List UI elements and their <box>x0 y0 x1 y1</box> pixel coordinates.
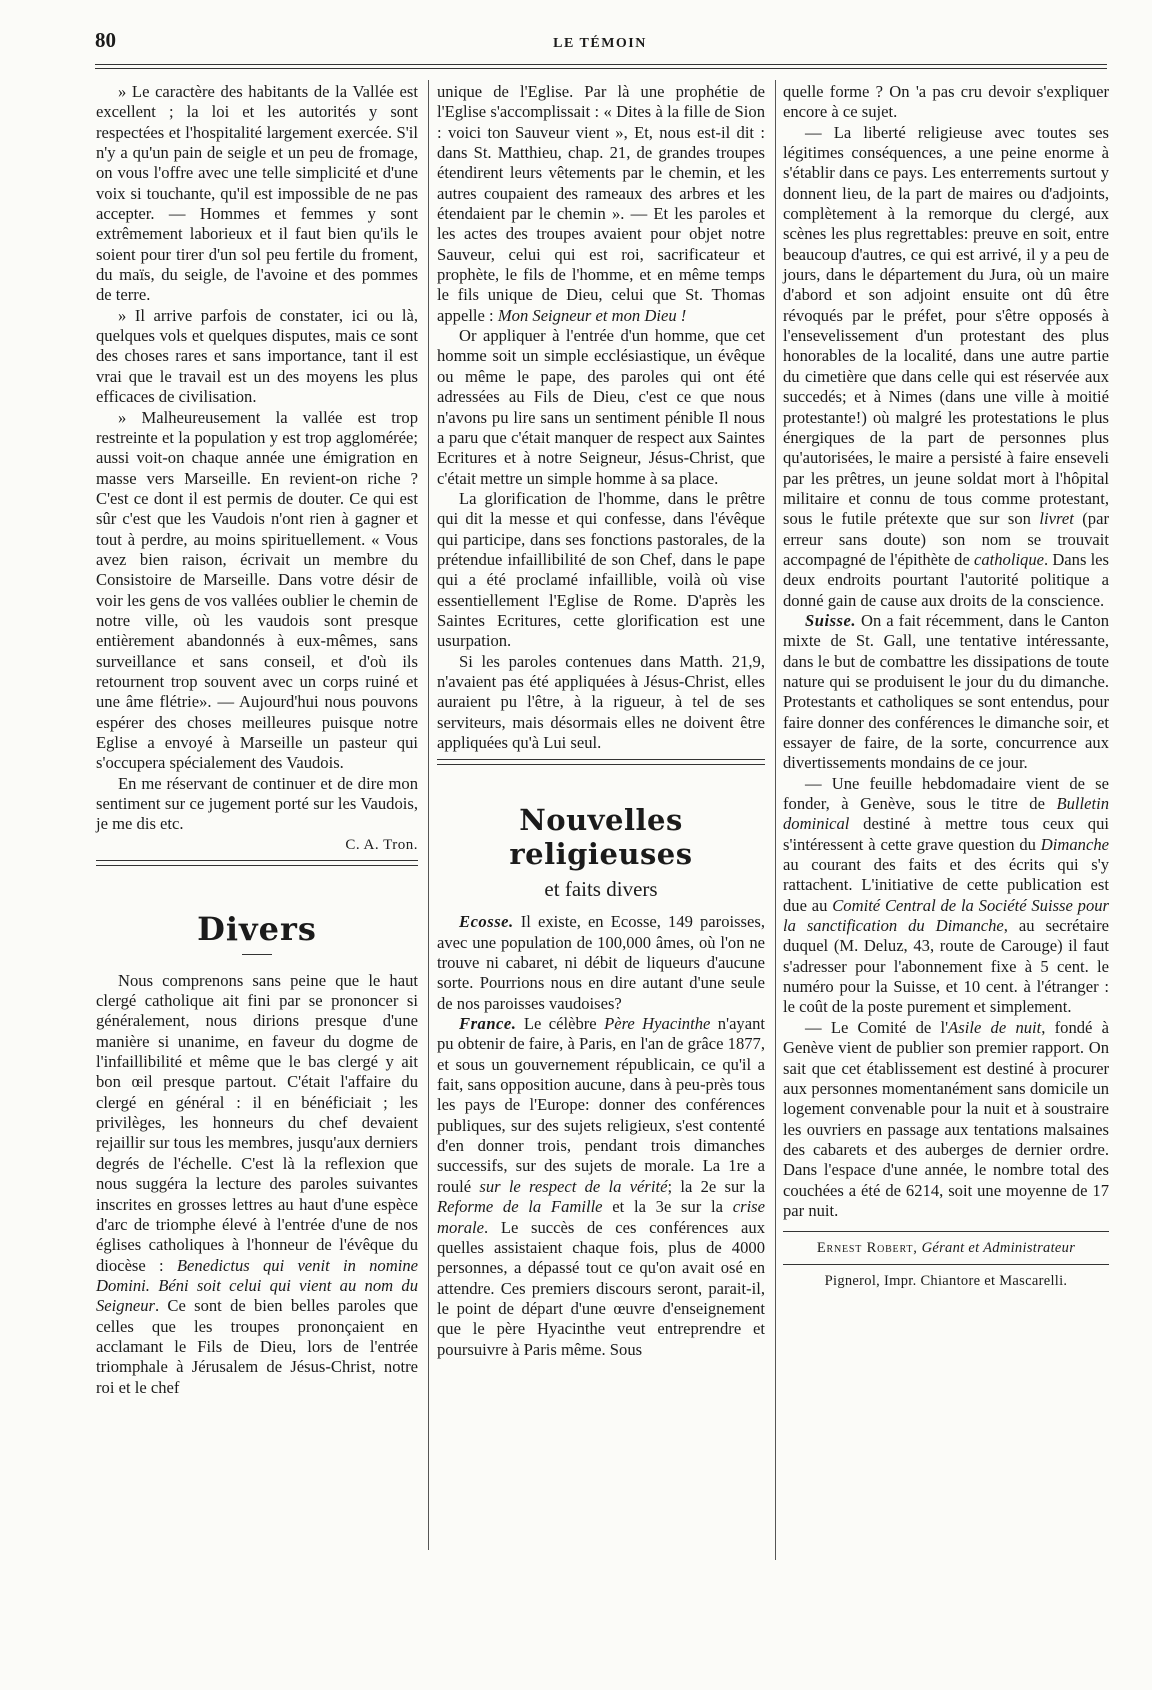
article-paragraph <box>437 82 765 326</box>
text-italic: sur le respect de la vérité <box>479 1176 668 1196</box>
manager-name: Ernest Robert, <box>816 1240 918 1257</box>
text-run: , au secrétaire duquel (M. Deluz, 43, route de Carouge) il faut s'adresser pour l'abonnement fixe à 5 cent. le numéro pour la Suisse, et 10 cent. à l'étranger : le coût de la poste purement et simplement. <box>783 916 1109 1017</box>
imprint-rule <box>783 1264 1109 1265</box>
text-italic: Reforme de la Famille <box>437 1197 603 1217</box>
column-rule <box>775 80 776 1560</box>
news-label: France. <box>459 1014 517 1034</box>
text-run: . Dans les deux endroits pourtant l'autorité politique a donné gain de cause aux droits de la conscience. <box>783 549 1109 610</box>
title-dash <box>242 954 272 955</box>
news-paragraph <box>783 123 1109 611</box>
text-run: , fondé à Genève vient de publier son premier rapport. On sait que cet établissement est destiné à procurer aux personnes momentanément sans domicile un logement convenable pour la nuit et à soustraire les ouvriers en passage aux tentations malsaines des cabarets et des auberges de dernier ordre. Dans l'espace d'une année, le nombre total des couchées a été de 6214, soit une moyenne de 17 par nuit. <box>783 1017 1110 1220</box>
column-rule <box>428 80 429 1550</box>
text-run: . Ce sont de bien belles paroles que celles que les troupes prononçaient en acclamant le Fils de Dieu, lors de l'entrée triomphale à Jérusalem de Jésus-Christ, notre roi et le chef <box>96 1296 418 1397</box>
text-italic: livret <box>1039 509 1074 529</box>
news-label: Ecosse. <box>459 912 514 932</box>
article-paragraph: La glorification de l'homme, dans le prêtre qui dit la messe et qui confesse, dans l'évêque qui participe, dans ses fonctions pastorales, de la prétendue infaillibilité de son Chef, dans le pape qui a été proclamé infaillible, voilà où vise essentiellement l'Eglise de Rome. D'après les Saintes Ecritures, cette glorification est une usurpation. <box>437 488 765 651</box>
column-right <box>783 82 1109 1291</box>
page-header <box>95 28 1105 58</box>
text-italic: Asile de nuit <box>948 1017 1042 1037</box>
text-run: Nous comprenons sans peine que le haut clergé catholique ait fini par se prononcer si généralement, nous dirions presque d'une manière si unanime, en faveur du dogme de l'infaillibilité et même que le bas clergé y ait bon œil presque partout. C'était l'affaire du clergé en général : il en bénéficiait ; les privilèges, les honneurs du chef devaient rejaillir sur tous les membres, jusqu'aux derniers degrés de l'échelle. C'est là la reflexion que nous suggéra la lecture des paroles suivantes inscrites en grosses lettres au haut d'une espèce d'arc de triomphe élevé à l'entrée d'une de nos églises catholiques à l'honneur de l'évêque du diocèse : <box>96 970 418 1275</box>
thomas-quote: Mon Seigneur et mon Dieu ! <box>497 305 687 325</box>
page-number: 80 <box>95 28 116 52</box>
section-rule <box>96 860 418 866</box>
news-paragraph <box>783 1018 1109 1221</box>
news-paragraph <box>783 774 1109 1018</box>
article-paragraph: Si les paroles contenues dans Matth. 21,9, n'avaient pas été appliquées à Jésus-Christ, elles auraient pu l'être, à la rigueur, à tel de ses serviteurs, mais désormais elles ne doivent être appliquées qu'à Lui seul. <box>437 651 765 752</box>
article-signature: C. A. Tron. <box>345 836 418 853</box>
news-item-france <box>437 1014 765 1360</box>
text-run: au courant des faits et des écrits qui s'y rattachent. L'initiative de cette publication est due au <box>783 855 1109 915</box>
column-left <box>96 82 418 1398</box>
column-middle <box>437 82 765 1360</box>
header-rule <box>95 64 1107 69</box>
section-title-divers: Divers <box>197 909 317 948</box>
imprint-manager <box>783 1238 1109 1258</box>
news-paragraph: quelle forme ? On 'a pas cru devoir s'expliquer encore à ce sujet. <box>783 82 1109 122</box>
text-run: On a fait récemment, dans le Canton mixte de St. Gall, une tentative intéressante, dans le but de combattre les dissipations de toute nature qui se produisent le jour du du dimanche. Protestants et catholiques se sont entendus, pour faire donner des conférences le dimanche soir, et essayer de faire, de la sorte, concurrence aux divertissements mondains de ce jour. <box>783 610 1109 773</box>
text-run: n'ayant pu obtenir de faire, à Paris, en l'an de grâce 1877, et sous un gouvernement républicain, ce qu'il a fait, sans opposition aucune, dans à peu-près tous les pays de l'Europe: donner des conférences publiques, sur des sujets religieux, s'est contenté d'en donner trois, pendant trois dimanches successifs, sur des sujets de morale. La 1re a roulé <box>437 1014 766 1196</box>
text-italic: crise morale <box>437 1197 766 1237</box>
running-title: LE TÉMOIN <box>553 36 647 51</box>
divers-paragraph <box>96 971 418 1398</box>
manager-role: Gérant et Administrateur <box>917 1240 1076 1257</box>
news-item-suisse <box>783 611 1109 774</box>
text-run: — Le Comité de l' <box>805 1017 949 1037</box>
text-run: Le célèbre <box>516 1014 605 1034</box>
imprint-printer: Pignerol, Impr. Chiantore et Mascarelli. <box>824 1273 1068 1290</box>
news-item-ecosse <box>437 912 765 1014</box>
text-run: ; la 2e sur la <box>667 1176 765 1196</box>
section-title-nouvelles: Nouvelles religieuses <box>509 803 693 872</box>
text-italic: Bulletin dominical <box>783 794 1109 834</box>
text-run: Il existe, en Ecosse, 149 paroisses, avec une population de 100,000 âmes, où l'on ne trouve ni cabaret, ni débit de liqueurs d'aucune sorte. Pourrions nous en dire autant d'une seule de nos paroisses vaudoises? <box>437 912 765 1013</box>
text-italic: Dimanche <box>1040 834 1109 854</box>
section-subtitle: et faits divers <box>544 877 658 902</box>
imprint-rule <box>783 1231 1109 1232</box>
text-italic: Père Hyacinthe <box>604 1014 711 1034</box>
text-run: et la 3e sur la <box>602 1197 733 1217</box>
text-run: (par erreur sans doute) son nom se trouvait accompagné de l'épithète de <box>783 509 1109 569</box>
article-paragraph: » Il arrive parfois de constater, ici ou là, quelques vols et quelques disputes, mais ce sont des choses rares et sans importance, tant il est vrai que le travail est un des moyens les plus efficaces de civilisation. <box>96 305 418 407</box>
article-paragraph: » Malheureusement la vallée est trop restreinte et la population y est trop agglomérée; aussi voit-on chaque année une émigration en masse vers Marseille. En revient-on riche ? C'est ce dont il est permis de douter. Ce qui est sûr c'est que les Vaudois n'ont rien à gagner et tout à perdre, au moins spirituellement. « Vous avez bien raison, écrivait un membre du Consistoire de Marseille. Dans votre désir de voir les gens de vos vallées oublier le chemin de notre ville, où les vaudois sont presque entièrement abandonnés à eux-mêmes, sans surveillance et sans conseil, et d'où ils retournent trop souvent avec un corps ruiné et une âme flétrie». — Aujourd'hui nous pouvons espérer des choses meilleures puisque notre Eglise a envoyé à Marseille un pasteur qui s'occupera spécialement des Vaudois. <box>96 407 418 773</box>
article-paragraph: Or appliquer à l'entrée d'un homme, que cet homme soit un simple ecclésiastique, un évêque ou même le pape, des paroles qui ont été adressées au Fils de Dieu, c'est ce que nous n'avons pu lire sans un sentiment pénible Il nous a paru que c'était manquer de respect aux Saintes Ecritures et à notre Seigneur, Jésus-Christ, que c'était mettre un simple homme à sa place. <box>437 326 765 488</box>
news-label: Suisse. <box>805 610 856 630</box>
article-paragraph: En me réservant de continuer et de dire mon sentiment sur ce jugement porté sur les Vaudois, je me dis etc. <box>96 773 418 834</box>
article-paragraph: » Le caractère des habitants de la Vallée est excellent ; la loi et les autorités y sont respectées et l'hospitalité largement exercée. S'il n'y a qu'un pain de seigle et un peu de fromage, on vous l'offre avec une telle simplicité et d'une voix si touchante, qu'il est impossible de ne pas accepter. — Hommes et femmes y sont extrêmement laborieux et il faut bien qu'ils le soient pour tirer d'un sol peu fertile du froment, du maïs, du seigle, de l'avoine et des pommes de terre. <box>96 82 418 305</box>
text-run: destiné à mettre tous ceux qui s'intéressent à cette grave question du <box>783 814 1109 854</box>
section-rule <box>437 759 765 765</box>
text-run: . Le succès de ces conférences aux quelles assistaient chaque fois, plus de 4000 personnes, a dépassé tout ce qu'on avait osé en attendre. Ces premiers discours seront, parait-il, le point de départ d'une œuvre d'enseignement que le père Hyacinthe veut entreprendre et poursuivre à Paris même. Sous <box>437 1217 765 1359</box>
text-run: — La liberté religieuse avec toutes ses légitimes conséquences, a une peine enorme à s'établir dans ce pays. Les enterrements surtout y donnent lieu, de la part de maires ou d'adjoints, complètement à la remorque du clergé, aux scènes les plus regrettables: preuve en soit, entre beaucoup d'autres, ce qui est arrivé, il y a peu de jours, dans le département du Jura, où un maire d'abord et son adjoint ensuite ont dû être révoqués par le préfet, pour s'être opposés à l'ensevelissement d'un protestant des plus honorables de la localité, dans une autre partie du cimetière que dans celle qui est réservée aux succedés; et à Nimes (dans une ville à moitié protestante!) où malgré les protestations le plus énergiques de la part de personnes plus qu'autorisées, le maire a persisté à faire enseveli par les prêtres, un jeune soldat mort à l'hôpital militaire et connu de tous comme protestant, sous le futile prétexte que sur son <box>783 122 1109 529</box>
text-run: unique de l'Eglise. Par là une prophétie de l'Eglise s'accomplissait : « Dites à la fille de Sion : voici ton Sauveur vient », Et, nous est-il dit : dans St. Matthieu, chap. 21, de grandes troupes étendirent leurs vêtements par le chemin, et les autres coupaient des rameaux des arbres et les étendaient par le chemin ». — Et les paroles et les actes des troupes avaient pour objet notre Sauveur, celui qui est roi, sacrificateur et prophète, le fils de l'homme, et en même temps le fils unique de Dieu, celui que St. Thomas appelle : <box>437 82 765 325</box>
text-italic: Comité Central de la Société Suisse pour la sanctification du Dimanche <box>783 895 1110 936</box>
text-run: — Une feuille hebdomadaire vient de se fonder, à Genève, sous le titre de <box>783 773 1109 814</box>
latin-quote: Benedictus qui venit in nomine Domini. Béni soit celui qui vient au nom du Seigneur <box>96 1255 418 1316</box>
text-italic: catholique <box>973 549 1045 569</box>
